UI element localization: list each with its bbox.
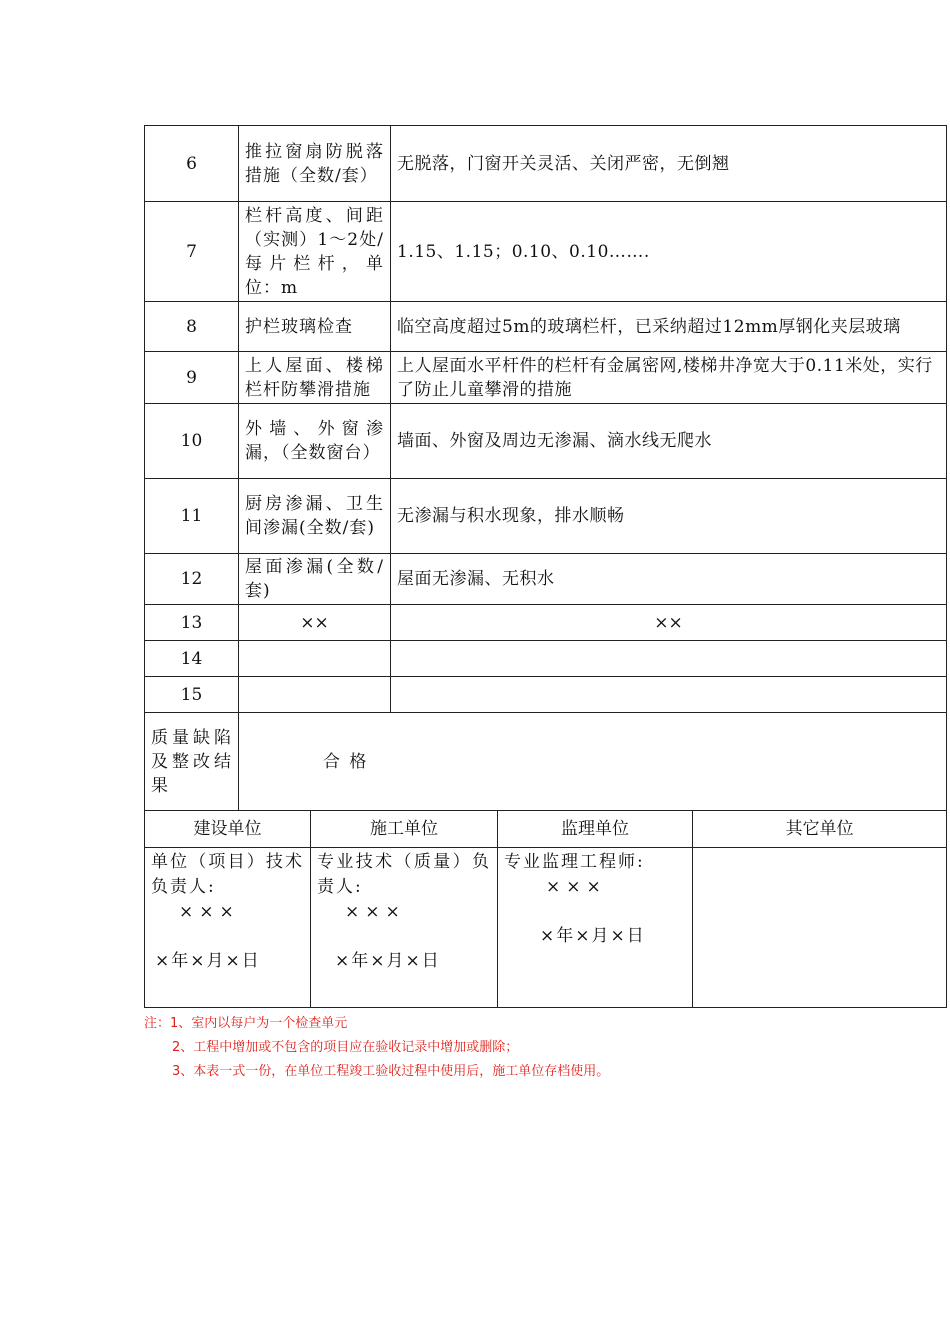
table-row [145, 202, 947, 302]
signer-role: 单位（项目）技术负责人: [151, 852, 304, 897]
quality-label: 质量缺陷及整改结果 [145, 713, 239, 811]
result-cell: 墙面、外窗及周边无渗漏、滴水线无爬水 [391, 404, 947, 479]
unit-header-supervision: 监理单位 [498, 811, 693, 848]
signature-cell-construction [145, 848, 311, 1008]
note-2: 2、工程中增加或不包含的项目应在验收记录中增加或删除； [172, 1040, 519, 1055]
row-number: 6 [145, 126, 239, 202]
unit-header-other: 其它单位 [693, 811, 947, 848]
table-row [145, 352, 947, 404]
row-number: 7 [145, 202, 239, 302]
row-number: 13 [145, 605, 239, 641]
item-cell: 外墙、外窗渗漏，（全数窗台） [239, 404, 391, 479]
signer-name: ××× [179, 902, 240, 922]
item-cell [239, 641, 391, 677]
inspection-table [144, 125, 947, 811]
item-cell: 上人屋面、楼梯栏杆防攀滑措施 [239, 352, 391, 404]
item-cell: ×× [239, 605, 391, 641]
notes [144, 1012, 609, 1084]
signature-cell-contractor [311, 848, 498, 1008]
signer-name: ××× [345, 902, 406, 922]
row-number: 15 [145, 677, 239, 713]
row-number: 12 [145, 554, 239, 605]
signature-cell-other [693, 848, 947, 1008]
row-number: 9 [145, 352, 239, 404]
result-cell: 1.15、1.15；0.10、0.10……. [391, 202, 947, 302]
signer-name: ××× [546, 877, 607, 897]
signature-row [145, 848, 947, 1008]
row-number: 11 [145, 479, 239, 554]
table-row [145, 641, 947, 677]
item-cell: 厨房渗漏、卫生间渗漏(全数/套) [239, 479, 391, 554]
row-number: 10 [145, 404, 239, 479]
quality-row [145, 713, 947, 811]
result-cell: ×× [391, 605, 947, 641]
quality-result: 合 格 [239, 713, 947, 811]
table-row [145, 126, 947, 202]
result-cell: 上人屋面水平杆件的栏杆有金属密网,楼梯井净宽大于0.11米处，实行了防止儿童攀滑的措施 [391, 352, 947, 404]
units-header-row [145, 811, 947, 848]
result-cell: 屋面无渗漏、无积水 [391, 554, 947, 605]
units-table [144, 810, 947, 1008]
item-cell: 屋面渗漏(全数/套) [239, 554, 391, 605]
item-cell [239, 677, 391, 713]
result-cell: 临空高度超过5m的玻璃栏杆，已采纳超过12mm厚钢化夹层玻璃 [391, 302, 947, 352]
item-cell: 推拉窗扇防脱落措施（全数/套） [239, 126, 391, 202]
result-cell [391, 641, 947, 677]
row-number: 8 [145, 302, 239, 352]
sign-date: ×年×月×日 [540, 926, 646, 946]
table-row [145, 605, 947, 641]
note-1: 注：1、室内以每户为一个检查单元 [144, 1016, 348, 1031]
unit-header-contractor: 施工单位 [311, 811, 498, 848]
item-cell: 护栏玻璃检查 [239, 302, 391, 352]
signer-role: 专业监理工程师: [504, 852, 645, 872]
table-row [145, 302, 947, 352]
table-row [145, 554, 947, 605]
table-row [145, 404, 947, 479]
signer-role: 专业技术（质量）负责人: [317, 852, 491, 897]
result-cell: 无脱落，门窗开关灵活、关闭严密，无倒翘 [391, 126, 947, 202]
unit-header-construction: 建设单位 [145, 811, 311, 848]
result-cell: 无渗漏与积水现象，排水顺畅 [391, 479, 947, 554]
item-cell: 栏杆高度、间距（实测）1～2处/每片栏杆，单位：m [239, 202, 391, 302]
table-row [145, 677, 947, 713]
row-number: 14 [145, 641, 239, 677]
sign-date: ×年×月×日 [155, 951, 261, 971]
result-cell [391, 677, 947, 713]
table-row [145, 479, 947, 554]
note-3: 3、本表一式一份，在单位工程竣工验收过程中使用后，施工单位存档使用。 [172, 1064, 610, 1079]
sign-date: ×年×月×日 [335, 951, 441, 971]
signature-cell-supervision [498, 848, 693, 1008]
